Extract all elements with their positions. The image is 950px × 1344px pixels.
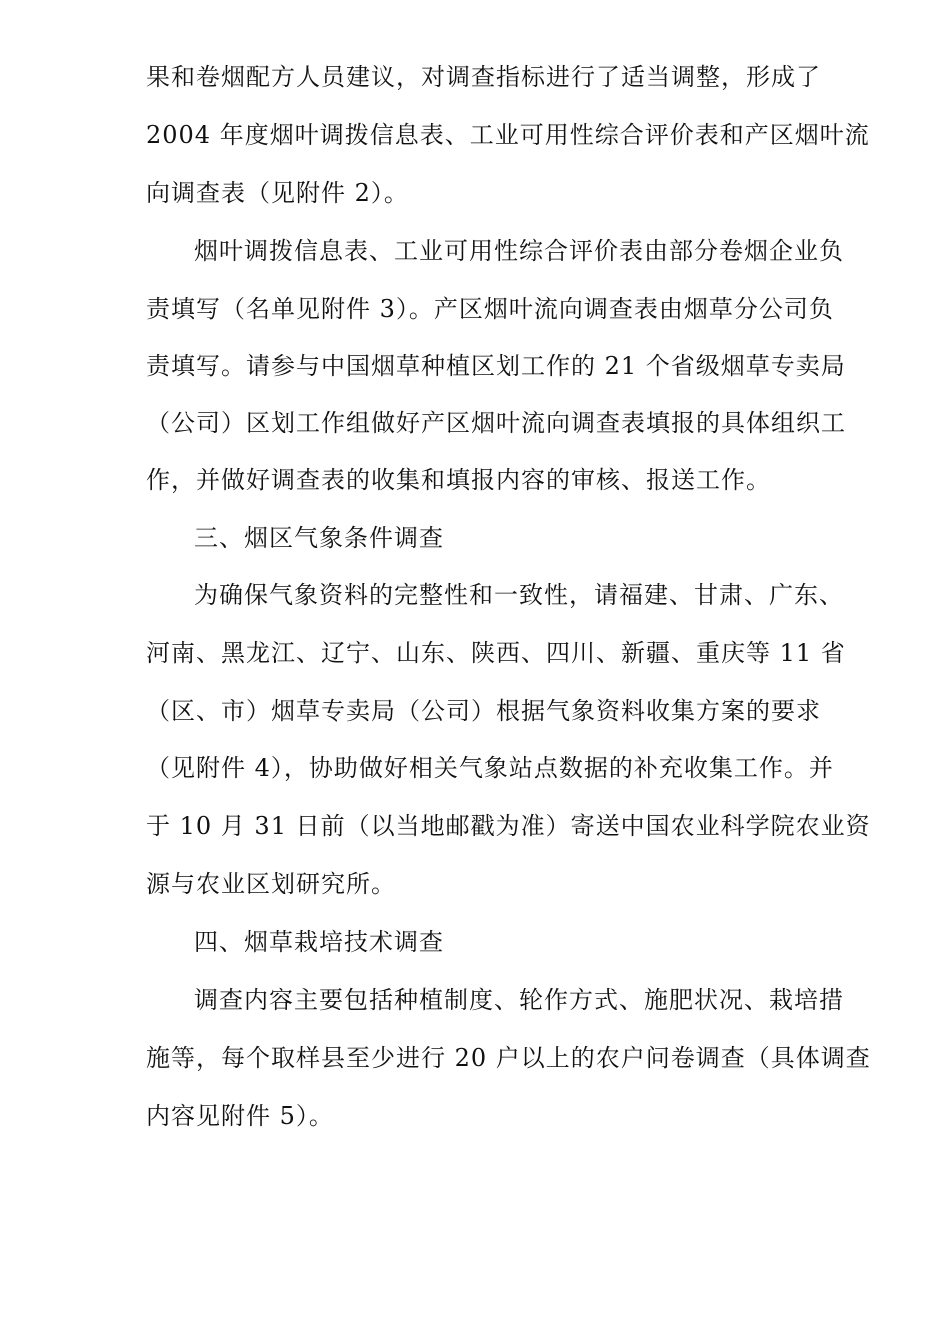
paragraph-line: 作，并做好调查表的收集和填报内容的审核、报送工作。	[146, 466, 771, 494]
paragraph-line: 河南、黑龙江、辽宁、山东、陕西、四川、新疆、重庆等 11 省	[146, 639, 846, 667]
paragraph-line: 2004 年度烟叶调拨信息表、工业可用性综合评价表和产区烟叶流	[146, 121, 870, 149]
paragraph-line: 施等，每个取样县至少进行 20 户以上的农户问卷调查（具体调查	[146, 1044, 871, 1072]
paragraph-line: 于 10 月 31 日前（以当地邮戳为准）寄送中国农业科学院农业资	[146, 812, 871, 840]
section-heading: 四、烟草栽培技术调查	[194, 928, 444, 956]
paragraph-line: 烟叶调拨信息表、工业可用性综合评价表由部分卷烟企业负	[194, 237, 844, 265]
paragraph-line: （见附件 4），协助做好相关气象站点数据的补充收集工作。并	[146, 754, 834, 782]
paragraph-line: 为确保气象资料的完整性和一致性，请福建、甘肃、广东、	[194, 581, 844, 609]
paragraph-line: 源与农业区划研究所。	[146, 870, 396, 898]
paragraph-line: 调查内容主要包括种植制度、轮作方式、施肥状况、栽培措	[194, 986, 844, 1014]
paragraph-line: （区、市）烟草专卖局（公司）根据气象资料收集方案的要求	[146, 697, 821, 725]
section-heading: 三、烟区气象条件调查	[194, 524, 444, 552]
paragraph-line: 责填写。请参与中国烟草种植区划工作的 21 个省级烟草专卖局	[146, 352, 846, 380]
paragraph-line: 责填写（名单见附件 3）。产区烟叶流向调查表由烟草分公司负	[146, 295, 834, 323]
paragraph-line: 内容见附件 5）。	[146, 1102, 334, 1130]
paragraph-line: 果和卷烟配方人员建议，对调查指标进行了适当调整，形成了	[146, 63, 821, 91]
paragraph-line: （公司）区划工作组做好产区烟叶流向调查表填报的具体组织工	[146, 409, 846, 437]
paragraph-line: 向调查表（见附件 2）。	[146, 179, 409, 207]
